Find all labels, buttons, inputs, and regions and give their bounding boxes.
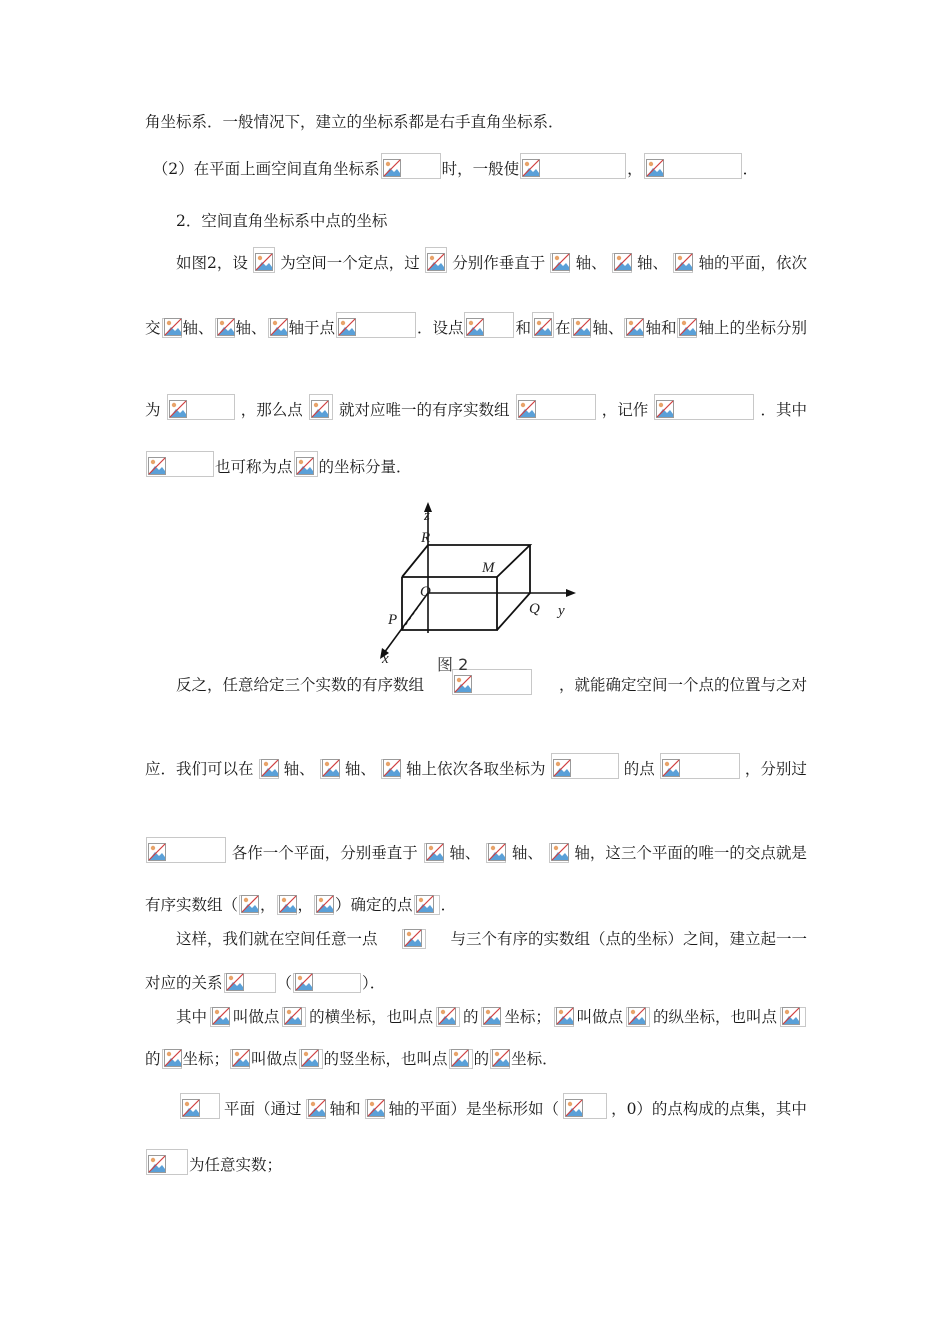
broken-image-icon	[573, 318, 591, 336]
broken-image-icon	[383, 759, 401, 777]
broken-image-icon	[301, 1049, 319, 1067]
formula-image-placeholder	[224, 973, 276, 993]
formula-image-placeholder	[424, 843, 444, 863]
broken-image-icon	[241, 895, 259, 913]
text-line	[145, 394, 807, 420]
box-right-face	[497, 545, 530, 630]
text-segment: 轴、	[235, 319, 267, 337]
broken-image-icon	[383, 159, 401, 177]
text-segment: 对应的关系	[145, 974, 223, 992]
text-segment: ，	[260, 896, 276, 914]
broken-image-icon	[662, 759, 680, 777]
text-line	[145, 247, 807, 273]
broken-image-icon	[416, 895, 434, 913]
formula-image-placeholder	[320, 759, 340, 779]
broken-image-icon	[522, 159, 540, 177]
text-segment: 如图2，设	[145, 254, 248, 272]
broken-image-icon	[675, 253, 693, 271]
text-segment: 与三个有序的实数组（点的坐标）之间，建立起一一	[450, 930, 807, 948]
formula-image-placeholder	[180, 1093, 220, 1119]
text-segment: 坐标；	[504, 1008, 551, 1026]
broken-image-icon	[534, 318, 552, 336]
text-segment: 的坐标分量．	[318, 458, 412, 476]
text-segment: 的竖坐标，也叫点	[323, 1050, 448, 1068]
text-segment: 这样，我们就在空间任意一点	[145, 930, 378, 948]
formula-image-placeholder	[162, 318, 182, 338]
text-segment: 轴的平面，依次	[698, 254, 807, 272]
text-line	[145, 1149, 807, 1175]
text-segment: 轴、	[511, 844, 543, 862]
text-segment: 交	[145, 319, 161, 337]
formula-image-placeholder	[268, 318, 288, 338]
text-segment: 轴上的坐标分别	[698, 319, 807, 337]
formula-image-placeholder	[449, 1049, 473, 1069]
formula-image-placeholder	[549, 843, 569, 863]
broken-image-icon	[284, 1007, 302, 1025]
broken-image-icon	[311, 400, 329, 418]
text-segment: 时，一般使	[441, 160, 520, 178]
text-segment: 轴、	[283, 760, 315, 778]
broken-image-icon	[322, 759, 340, 777]
formula-image-placeholder	[259, 759, 279, 779]
formula-image-placeholder	[436, 1007, 460, 1027]
text-segment: 分别作垂直于	[452, 254, 546, 272]
text-segment: ．	[742, 160, 759, 178]
broken-image-icon	[483, 1007, 501, 1025]
text-segment: 的	[462, 1008, 479, 1026]
text-segment: ，分别过	[744, 760, 807, 778]
text-segment: 轴于点	[288, 319, 336, 337]
text-segment	[145, 1099, 176, 1119]
text-segment: 的点	[623, 760, 655, 778]
formula-image-placeholder	[146, 837, 226, 863]
text-segment: 轴和	[645, 319, 677, 337]
formula-image-placeholder	[660, 753, 740, 779]
formula-image-placeholder	[230, 1049, 250, 1069]
broken-image-icon	[295, 973, 313, 991]
broken-image-icon	[451, 1049, 469, 1067]
text-segment: 叫做点	[576, 1008, 624, 1026]
text-segment: 轴、	[592, 319, 624, 337]
broken-image-icon	[556, 1007, 574, 1025]
broken-image-icon	[338, 318, 356, 336]
formula-image-placeholder	[314, 895, 334, 915]
text-segment: ，就能确定空间一个点的位置与之对	[558, 676, 807, 694]
formula-image-placeholder	[402, 929, 426, 949]
formula-image-placeholder	[520, 153, 626, 179]
broken-image-icon	[316, 895, 334, 913]
formula-image-placeholder	[516, 394, 596, 420]
broken-image-icon	[628, 1007, 646, 1025]
text-segment: 为空间一个定点，过	[280, 254, 420, 272]
y-axis-label: y	[558, 603, 565, 619]
broken-image-icon	[565, 1099, 583, 1117]
text-segment: 角坐标系．一般情况下，建立的坐标系都是右手直角坐标系．	[145, 113, 564, 131]
broken-image-icon	[782, 1007, 800, 1025]
formula-image-placeholder	[381, 759, 401, 779]
formula-image-placeholder	[162, 1049, 182, 1069]
figure-caption: 图 2	[437, 655, 469, 674]
formula-image-placeholder	[551, 753, 619, 779]
formula-image-placeholder	[677, 318, 697, 338]
text-segment: 的	[145, 1050, 161, 1068]
text-segment: 平面（通过	[224, 1100, 302, 1118]
formula-image-placeholder	[612, 253, 632, 273]
text-segment: 反之，任意给定三个实数的有序数组	[145, 676, 425, 694]
text-line	[145, 895, 807, 915]
formula-image-placeholder	[299, 1049, 323, 1069]
broken-image-icon	[552, 253, 570, 271]
broken-image-icon	[553, 759, 571, 777]
text-segment: 在	[554, 319, 571, 337]
formula-image-placeholder	[282, 1007, 306, 1027]
broken-image-icon	[427, 253, 445, 271]
text-segment: ．	[440, 896, 457, 914]
text-line	[145, 753, 807, 779]
formula-image-placeholder	[309, 394, 333, 420]
text-line	[145, 1007, 807, 1027]
broken-image-icon	[212, 1007, 230, 1025]
text-segment: 也可称为点	[215, 458, 293, 476]
text-line	[145, 312, 807, 338]
formula-image-placeholder	[146, 1149, 188, 1175]
formula-image-placeholder	[277, 895, 297, 915]
formula-image-placeholder	[654, 394, 754, 420]
broken-image-icon	[148, 457, 166, 475]
formula-image-placeholder	[780, 1007, 806, 1027]
text-segment: 就对应唯一的有序实数组	[338, 401, 510, 419]
formula-image-placeholder	[673, 253, 693, 273]
broken-image-icon	[492, 1049, 510, 1067]
text-line	[145, 973, 807, 993]
text-segment: 2．空间直角坐标系中点的坐标	[145, 212, 388, 230]
text-segment: （	[276, 974, 293, 992]
text-segment: ，0）的点构成的点集，其中	[611, 1100, 807, 1118]
text-segment: （2）在平面上画空间直角坐标系	[145, 160, 380, 178]
text-segment: 坐标；	[182, 1050, 230, 1068]
formula-image-placeholder	[481, 1007, 501, 1027]
text-segment: 轴，这三个平面的唯一的交点就是	[574, 844, 807, 862]
broken-image-icon	[148, 1155, 166, 1173]
text-line	[145, 837, 807, 863]
broken-image-icon	[226, 973, 244, 991]
text-segment: ）确定的点	[335, 896, 413, 914]
broken-image-icon	[261, 759, 279, 777]
text-line	[145, 451, 807, 477]
formula-image-placeholder	[554, 1007, 574, 1027]
broken-image-icon	[404, 929, 422, 947]
broken-image-icon	[626, 318, 644, 336]
broken-image-icon	[217, 318, 235, 336]
text-segment: 的	[473, 1050, 490, 1068]
z-axis-label: z	[424, 508, 430, 524]
text-segment: 的横坐标，也叫点	[309, 1008, 434, 1026]
broken-image-icon	[679, 318, 697, 336]
text-segment: ，那么点	[240, 401, 303, 419]
broken-image-icon	[454, 675, 472, 693]
formula-image-placeholder	[336, 312, 416, 338]
broken-image-icon	[164, 1049, 182, 1067]
formula-image-placeholder	[425, 247, 447, 273]
broken-image-icon	[438, 1007, 456, 1025]
broken-image-icon	[296, 457, 314, 475]
text-segment: 轴、	[575, 254, 607, 272]
formula-image-placeholder	[215, 318, 235, 338]
text-segment: 轴、	[182, 319, 214, 337]
formula-image-placeholder	[365, 1099, 385, 1119]
formula-image-placeholder	[563, 1093, 607, 1119]
text-segment: 各作一个平面，分别垂直于	[231, 844, 418, 862]
broken-image-icon	[614, 253, 632, 271]
formula-image-placeholder	[486, 843, 506, 863]
text-line	[145, 1093, 807, 1119]
broken-image-icon	[232, 1049, 250, 1067]
formula-image-placeholder	[464, 312, 514, 338]
broken-image-icon	[279, 895, 297, 913]
broken-image-icon	[646, 159, 664, 177]
text-segment: ．设点	[416, 319, 464, 337]
text-segment: ．其中	[760, 401, 807, 419]
formula-image-placeholder	[306, 1099, 326, 1119]
text-segment: 轴和	[329, 1100, 361, 1118]
broken-image-icon	[270, 318, 288, 336]
box-front-face	[402, 577, 497, 630]
formula-image-placeholder	[239, 895, 259, 915]
formula-image-placeholder	[167, 394, 235, 420]
text-line	[145, 153, 807, 179]
text-segment: 为任意实数；	[189, 1156, 283, 1174]
point-label-m: M	[482, 560, 495, 576]
coordinate-box-figure	[372, 500, 584, 675]
text-segment: 应．我们可以在	[145, 760, 254, 778]
text-segment: 叫做点	[251, 1050, 298, 1068]
text-segment: 轴、	[637, 254, 669, 272]
broken-image-icon	[148, 843, 166, 861]
formula-image-placeholder	[626, 1007, 650, 1027]
point-label-p: P	[388, 612, 398, 628]
formula-image-placeholder	[624, 318, 644, 338]
text-line	[145, 211, 807, 231]
text-segment: 其中	[145, 1008, 208, 1026]
text-segment: ）．	[362, 974, 386, 992]
formula-image-placeholder	[644, 153, 742, 179]
broken-image-icon	[308, 1099, 326, 1117]
text-segment: 轴、	[449, 844, 481, 862]
broken-image-icon	[169, 400, 187, 418]
formula-image-placeholder	[293, 973, 361, 993]
text-segment: 叫做点	[232, 1008, 280, 1026]
broken-image-icon	[551, 843, 569, 861]
broken-image-icon	[182, 1099, 200, 1117]
formula-image-placeholder	[414, 895, 440, 915]
formula-image-placeholder	[532, 312, 554, 338]
broken-image-icon	[367, 1099, 385, 1117]
text-segment: 轴上依次各取坐标为	[406, 760, 546, 778]
point-label-o: O	[420, 584, 431, 600]
formula-image-placeholder	[253, 247, 275, 273]
text-segment: ，	[627, 160, 643, 178]
formula-image-placeholder	[210, 1007, 230, 1027]
figure-svg	[372, 500, 584, 675]
broken-image-icon	[255, 253, 273, 271]
text-segment: 有序实数组（	[145, 896, 239, 914]
box-top-face	[402, 545, 530, 577]
formula-image-placeholder	[294, 451, 318, 477]
broken-image-icon	[488, 843, 506, 861]
broken-image-icon	[164, 318, 182, 336]
broken-image-icon	[656, 400, 674, 418]
broken-image-icon	[466, 318, 484, 336]
formula-image-placeholder	[571, 318, 591, 338]
text-segment: 的纵坐标，也叫点	[652, 1008, 777, 1026]
formula-image-placeholder	[381, 153, 441, 179]
point-label-r: R	[421, 530, 431, 546]
formula-image-placeholder	[146, 451, 214, 477]
y-axis-arrow	[566, 589, 576, 597]
text-segment: 和	[515, 319, 531, 337]
formula-image-placeholder	[490, 1049, 510, 1069]
text-segment: ，	[297, 896, 314, 914]
point-label-q: Q	[529, 601, 540, 617]
text-line	[145, 112, 807, 132]
broken-image-icon	[518, 400, 536, 418]
text-segment: 为	[145, 401, 161, 419]
text-line	[145, 1049, 807, 1069]
text-segment: 轴的平面）是坐标形如（	[388, 1100, 560, 1118]
text-segment: 轴、	[344, 760, 376, 778]
text-segment: 坐标．	[511, 1050, 558, 1068]
formula-image-placeholder	[550, 253, 570, 273]
broken-image-icon	[426, 843, 444, 861]
x-axis-label: x	[382, 651, 389, 667]
text-line	[145, 929, 807, 949]
text-segment: ，记作	[601, 401, 649, 419]
